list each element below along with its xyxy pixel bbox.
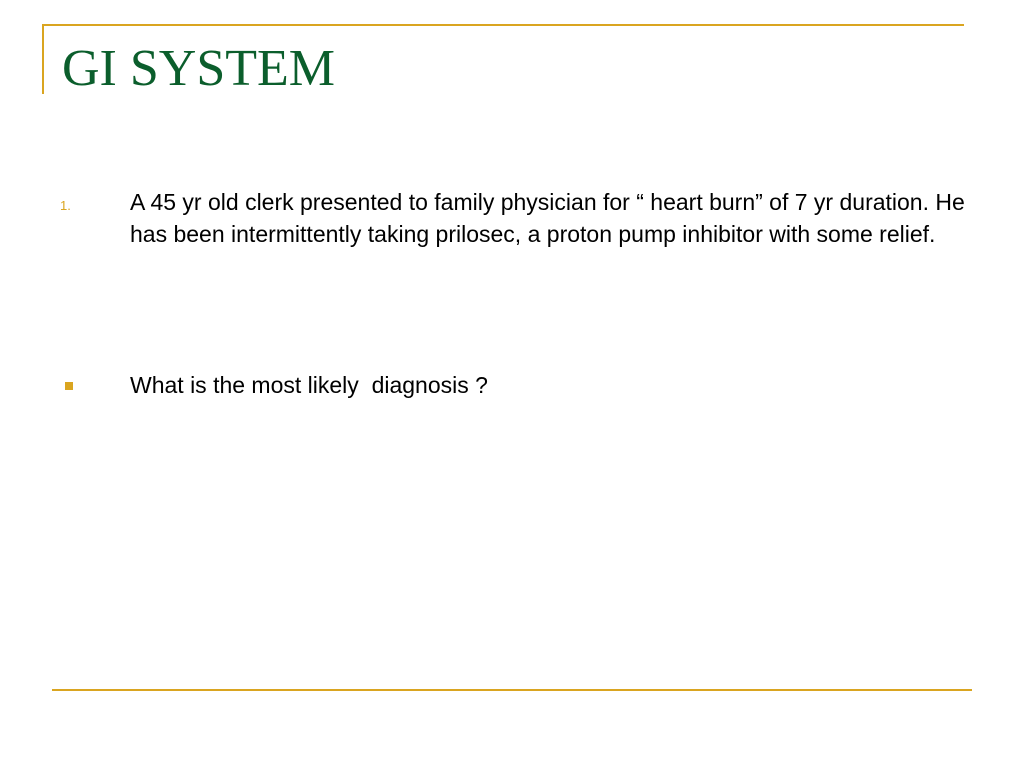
list-number-marker: 1. (60, 198, 71, 213)
top-rule (42, 24, 964, 26)
left-rule (42, 24, 44, 94)
case-description: A 45 yr old clerk presented to family physician for “ heart burn” of 7 yr duration. He has been intermittently taking prilosec, a proton pump inhibitor with some relief. (130, 189, 965, 247)
list-item-question (60, 369, 970, 401)
square-bullet-icon (65, 382, 73, 390)
bottom-rule (52, 689, 972, 691)
list-item-case (60, 186, 970, 250)
slide-title: GI SYSTEM (62, 40, 336, 97)
question-text: What is the most likely diagnosis ? (130, 372, 488, 398)
